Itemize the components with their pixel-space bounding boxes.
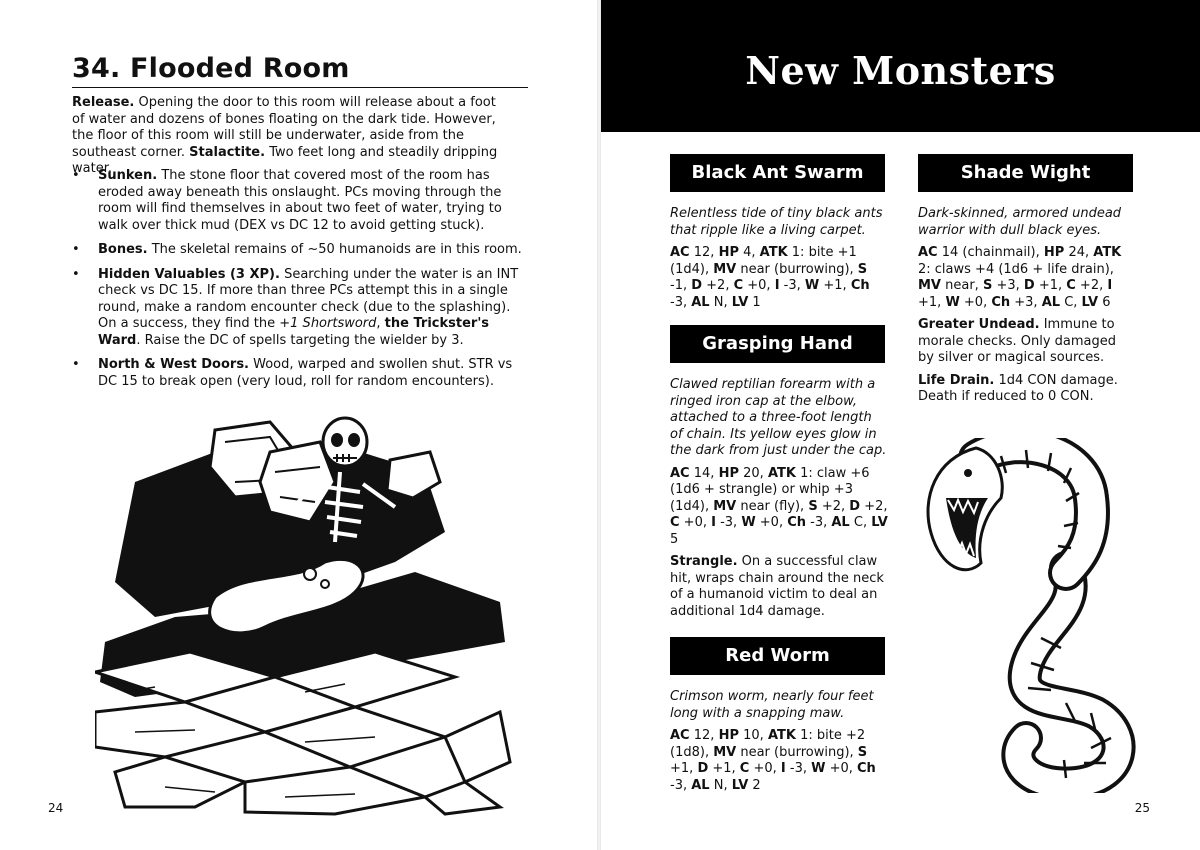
stat-value: +0, bbox=[749, 761, 781, 776]
stat-value: +0, bbox=[679, 515, 712, 530]
ability-text: On a successful claw hit, wraps chain around the neck of a humanoid victim to deal an additional 1d4 damage. bbox=[670, 554, 884, 619]
ability-text: Immune to morale checks. Only damaged by silver or magical sources. bbox=[918, 317, 1117, 365]
monster-description: Crimson worm, nearly four feet long with a snapping maw. bbox=[670, 689, 874, 721]
stat-key: C bbox=[1066, 278, 1076, 293]
stat-key: MV bbox=[713, 744, 737, 760]
stat-key: Ch bbox=[787, 515, 807, 530]
stat-key: HP bbox=[718, 728, 739, 743]
stat-key: W bbox=[741, 515, 756, 530]
stat-key: AL bbox=[691, 294, 710, 310]
stat-key: MV bbox=[713, 498, 737, 514]
stat-key: W bbox=[945, 294, 960, 310]
chapter-title: New Monsters bbox=[745, 48, 1056, 93]
stat-key: Ch bbox=[857, 761, 876, 776]
stat-value: C, bbox=[849, 515, 872, 530]
stat-value: -3, bbox=[670, 777, 692, 793]
stat-key: S bbox=[982, 278, 993, 293]
stat-value: near (burrowing), bbox=[736, 744, 858, 760]
stat-key: HP bbox=[718, 465, 739, 481]
stat-key: AC bbox=[670, 728, 690, 743]
ability-label: Greater Undead. bbox=[918, 317, 1040, 332]
stat-key: ATK bbox=[1093, 245, 1122, 260]
stalactite-label: Stalactite. bbox=[189, 144, 266, 160]
feature-label: Hidden Valuables (3 XP). bbox=[98, 266, 280, 282]
stat-key: I bbox=[711, 515, 716, 530]
stat-key: S bbox=[857, 261, 868, 277]
stat-value: 1: claw +6 (1d6 + strangle) or whip +3 (1d4), bbox=[670, 465, 870, 514]
stat-block bbox=[670, 245, 888, 311]
stat-value: near (fly), bbox=[736, 498, 809, 514]
feature-text: . Raise the DC of spells targeting the wielder by 3. bbox=[136, 332, 464, 348]
right-page bbox=[601, 0, 1200, 850]
monster-description: Clawed reptilian forearm with a ringed iron cap at the elbow, attached to a three-foot length of chain. Its yellow eyes glow in the dark from just under the cap. bbox=[670, 377, 887, 458]
stat-key: S bbox=[857, 744, 868, 760]
stat-value: +1, bbox=[918, 294, 946, 310]
stat-value: +0, bbox=[755, 515, 788, 530]
stat-key: D bbox=[1023, 278, 1035, 293]
stat-key: ATK bbox=[759, 245, 788, 260]
feature-text: , bbox=[376, 316, 385, 331]
stat-value: 14 (chainmail), bbox=[937, 245, 1044, 260]
stat-value: +1, bbox=[1034, 278, 1067, 293]
feature-hidden-valuables bbox=[72, 267, 522, 350]
monster-name: Red Worm bbox=[670, 637, 885, 675]
stat-value: near (burrowing), bbox=[736, 261, 858, 277]
monster-name: Grasping Hand bbox=[670, 325, 885, 363]
stat-value: +1, bbox=[670, 761, 698, 776]
item-tricksters-ward: the Trickster's Ward bbox=[98, 316, 490, 348]
stat-value: 24, bbox=[1064, 245, 1094, 260]
stat-value: +2, bbox=[860, 498, 888, 514]
feature-text: Wood, warped and swollen shut. STR vs DC 15 to break open (very loud, roll for random encounters). bbox=[98, 357, 513, 389]
stat-value: 4, bbox=[738, 245, 760, 260]
stat-key: C bbox=[739, 761, 750, 776]
stat-key: I bbox=[774, 278, 780, 293]
left-page bbox=[0, 0, 598, 850]
chapter-banner bbox=[601, 0, 1200, 132]
stat-value: 14, bbox=[689, 465, 719, 481]
stat-value: -3, bbox=[715, 515, 742, 530]
stat-value: C, bbox=[1060, 294, 1082, 310]
stat-value: 1 bbox=[748, 294, 761, 310]
stat-key: W bbox=[811, 761, 826, 776]
stat-key: ATK bbox=[767, 728, 796, 743]
monster-grasping-hand bbox=[670, 325, 888, 626]
page-number-left: 24 bbox=[48, 801, 64, 815]
stat-key: MV bbox=[918, 278, 941, 293]
stat-key: AC bbox=[670, 465, 690, 481]
feature-sunken bbox=[72, 168, 522, 234]
stat-value: +1, bbox=[708, 761, 740, 776]
stat-value: 12, bbox=[689, 728, 719, 743]
release-label: Release. bbox=[72, 95, 135, 110]
stat-value: 10, bbox=[738, 728, 768, 743]
stat-key: AL bbox=[691, 777, 710, 793]
release-text: Opening the door to this room will release about a foot of water and dozens of bones floating on the dark tide. However, the floor of this room will still be underwater, aside from the southeast corner. bbox=[72, 95, 496, 160]
item-shortsword: +1 Shortsword bbox=[279, 316, 377, 331]
stat-block bbox=[670, 466, 888, 549]
monster-name: Shade Wight bbox=[918, 154, 1133, 192]
monster-shade-wight bbox=[918, 154, 1136, 412]
stat-key: AC bbox=[918, 245, 938, 260]
stat-value: -3, bbox=[806, 515, 832, 530]
stat-key: C bbox=[670, 515, 680, 530]
stat-key: HP bbox=[718, 245, 739, 260]
feature-text: The skeletal remains of ~50 humanoids are in this room. bbox=[147, 242, 522, 257]
stat-value: 20, bbox=[738, 465, 768, 481]
monster-description: Dark-skinned, armored undead warrior with dull black eyes. bbox=[918, 206, 1122, 238]
stat-key: D bbox=[697, 761, 709, 776]
stat-value: 6 bbox=[1098, 294, 1111, 310]
stat-key: LV bbox=[731, 777, 749, 793]
monster-name: Black Ant Swarm bbox=[670, 154, 885, 192]
stat-value: -3, bbox=[779, 278, 805, 293]
stat-value: 5 bbox=[670, 531, 679, 547]
stat-value: N, bbox=[709, 777, 732, 793]
stat-value: +3, bbox=[992, 278, 1024, 293]
stat-value: +0, bbox=[743, 278, 775, 293]
stat-value: 12, bbox=[689, 245, 719, 260]
ability-strangle bbox=[670, 554, 888, 620]
stat-key: Ch bbox=[991, 294, 1011, 310]
monster-description: Relentless tide of tiny black ants that ripple like a living carpet. bbox=[670, 206, 883, 238]
stat-key: MV bbox=[713, 261, 737, 277]
stat-value: +2, bbox=[817, 498, 850, 514]
stat-value: +3, bbox=[1010, 294, 1042, 310]
stat-value: N, bbox=[709, 294, 732, 310]
stat-key: LV bbox=[871, 515, 888, 530]
feature-label: North & West Doors. bbox=[98, 357, 249, 372]
stat-value: 2 bbox=[748, 777, 761, 793]
room-feature-list bbox=[72, 168, 522, 398]
stat-key: AL bbox=[1041, 294, 1061, 310]
ability-label: Life Drain. bbox=[918, 372, 995, 388]
stat-key: ATK bbox=[767, 465, 796, 481]
stat-key: C bbox=[733, 278, 744, 293]
room-intro bbox=[72, 95, 512, 178]
ability-greater-undead bbox=[918, 317, 1136, 367]
red-worm-illustration bbox=[916, 438, 1146, 793]
stat-key: AC bbox=[670, 245, 690, 260]
feature-text: Searching under the water is an INT check vs DC 15. If more than three PCs attempt this in a single round, make a random encounter check (due to the splashing). On a success, they find the bbox=[98, 266, 519, 331]
feature-label: Bones. bbox=[98, 242, 148, 257]
feature-bones bbox=[72, 242, 522, 259]
stat-key: I bbox=[1107, 278, 1113, 293]
stat-key: I bbox=[780, 761, 786, 776]
ability-label: Strangle. bbox=[670, 554, 738, 569]
stat-value: 1: bite +2 (1d8), bbox=[670, 728, 866, 760]
monster-red-worm bbox=[670, 637, 888, 800]
stat-key: LV bbox=[1081, 294, 1099, 310]
stat-value: +0, bbox=[825, 761, 858, 776]
stat-value: -3, bbox=[785, 761, 812, 776]
stat-value: +0, bbox=[959, 294, 992, 310]
stat-block bbox=[670, 728, 888, 794]
stat-value: near, bbox=[941, 278, 983, 293]
room-title: 34. Flooded Room bbox=[72, 53, 528, 88]
stat-key: D bbox=[691, 278, 703, 293]
stat-value: -3, bbox=[670, 294, 692, 310]
feature-text: The stone floor that covered most of the room has eroded away beneath this onslaught. PCs moving through the room will find themselves in about two feet of water, trying to walk over thick mud (DEX vs DC 12 to avoid getting stuck). bbox=[98, 168, 502, 233]
stat-value: 1: bite +1 (1d4), bbox=[670, 245, 857, 277]
stalactite-text: Two feet long and steadily dripping water. bbox=[72, 144, 498, 176]
stat-key: S bbox=[808, 498, 818, 514]
stat-key: AL bbox=[831, 515, 850, 530]
monster-black-ant-swarm bbox=[670, 154, 888, 317]
feature-label: Sunken. bbox=[98, 168, 158, 183]
stat-key: HP bbox=[1043, 245, 1065, 260]
stat-key: LV bbox=[731, 294, 749, 310]
ability-life-drain bbox=[918, 373, 1136, 406]
flooded-room-skeleton-illustration bbox=[95, 412, 515, 817]
stat-key: W bbox=[804, 278, 820, 293]
feature-doors bbox=[72, 357, 522, 390]
stat-value: -1, bbox=[670, 278, 692, 293]
ability-text: 1d4 CON damage. Death if reduced to 0 CON. bbox=[918, 372, 1118, 404]
stat-value: 2: claws +4 (1d6 + life drain), bbox=[918, 261, 1114, 277]
stat-value: +2, bbox=[1075, 278, 1108, 293]
stat-block bbox=[918, 245, 1136, 311]
page-number-right: 25 bbox=[1134, 801, 1150, 815]
stat-key: Ch bbox=[850, 278, 870, 293]
stat-key: D bbox=[849, 498, 861, 514]
stat-value: +2, bbox=[702, 278, 734, 293]
stat-value: +1, bbox=[819, 278, 851, 293]
